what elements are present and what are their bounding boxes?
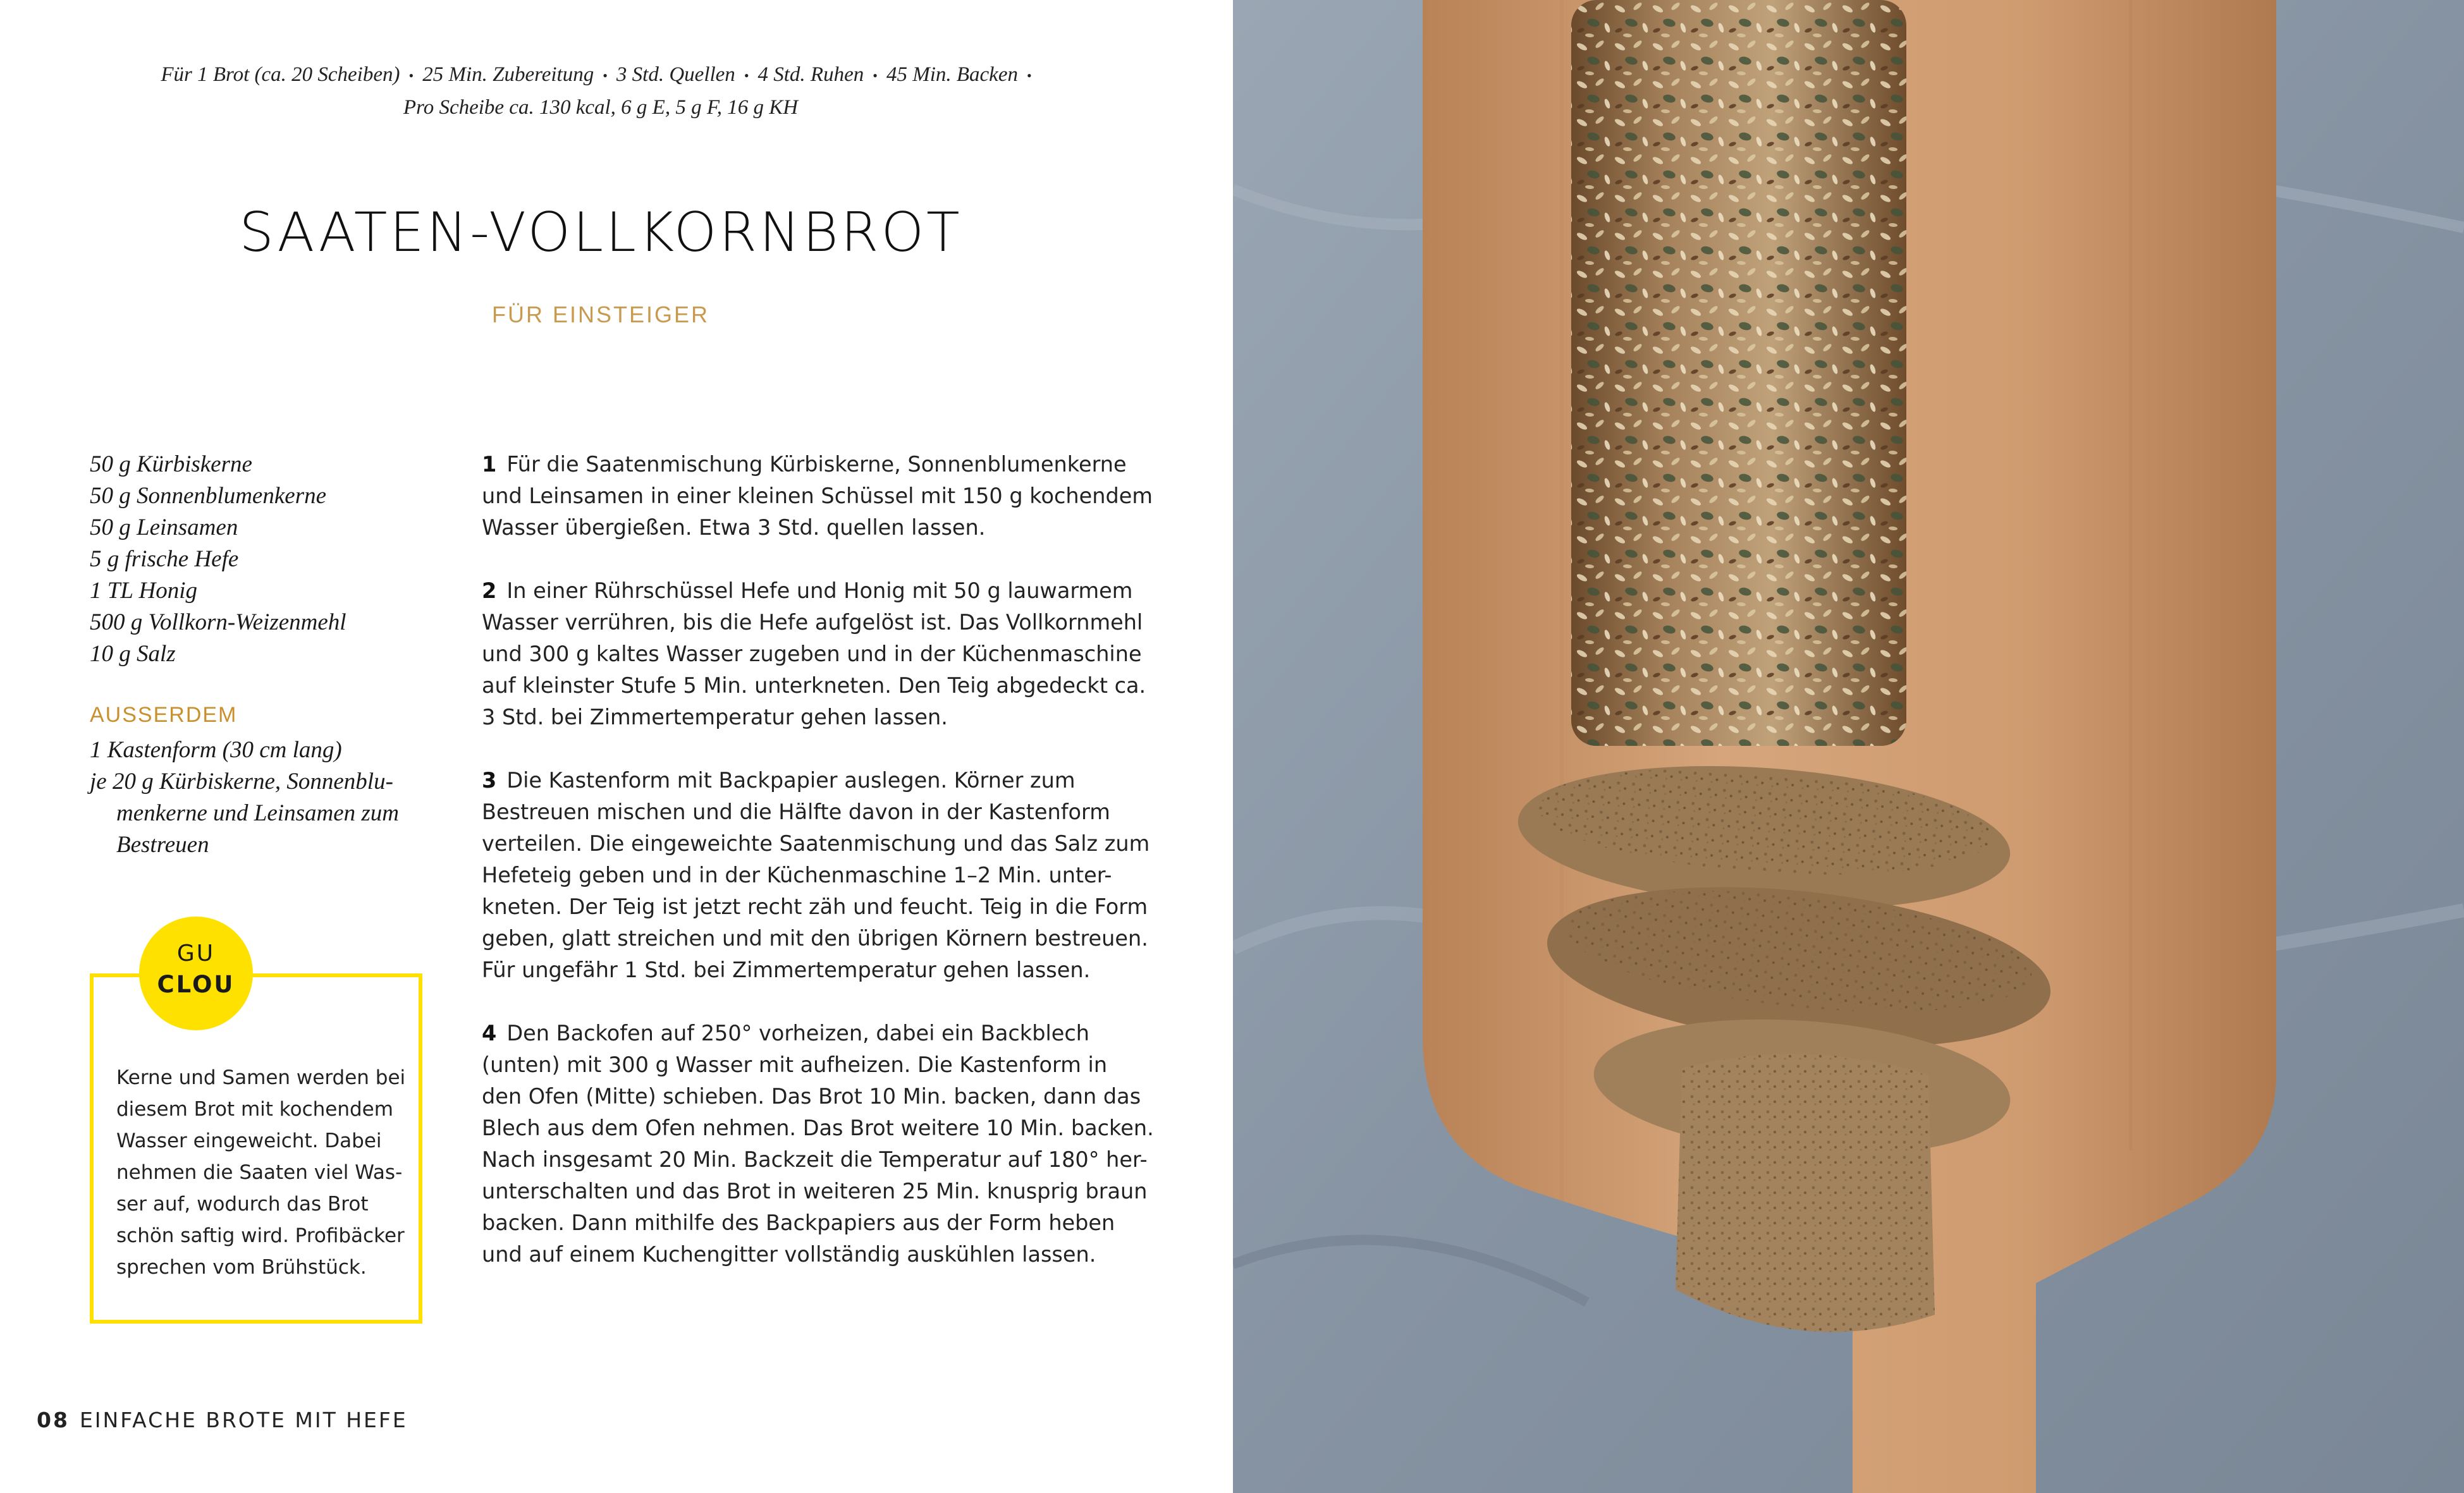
step-number: 4 bbox=[482, 1021, 497, 1045]
step-line: den Ofen (Mitte) schieben. Das Brot 10 Min. backen, dann das bbox=[482, 1084, 1141, 1109]
extra-item: 1 Kastenform (30 cm lang) bbox=[90, 737, 342, 763]
page-footer bbox=[37, 1408, 408, 1432]
tip-line: schön saftig wird. Profibäcker bbox=[116, 1224, 405, 1247]
step-line: Blech aus dem Ofen nehmen. Das Brot weitere 10 Min. backen. bbox=[482, 1116, 1154, 1140]
tip-line: nehmen die Saaten viel Was- bbox=[116, 1161, 403, 1184]
step-2 bbox=[482, 575, 1146, 733]
step-line: Die Kastenform mit Backpapier auslegen. Körner zum bbox=[506, 768, 1076, 793]
tip-line: Wasser eingeweicht. Dabei bbox=[116, 1130, 382, 1152]
step-line: auf kleinster Stufe 5 Min. unterkneten. Den Teig abgedeckt ca. bbox=[482, 673, 1146, 698]
ingredient-item: 500 g Vollkorn-Weizenmehl bbox=[90, 609, 346, 635]
step-line: In einer Rührschüssel Hefe und Honig mit 50 g lauwarmem bbox=[506, 578, 1133, 603]
step-number: 3 bbox=[482, 768, 497, 793]
tip-badge bbox=[139, 917, 253, 1030]
meta-soak-time: 3 Std. Quellen bbox=[616, 63, 735, 86]
recipe-title: SAATEN-VOLLKORNBROT bbox=[239, 201, 962, 264]
bullet-separator: • bbox=[873, 68, 878, 84]
ingredient-item: 1 TL Honig bbox=[90, 578, 197, 604]
step-line: unterschalten und das Brot in weiteren 25 Min. knusprig braun bbox=[482, 1179, 1148, 1204]
step-line: und 300 g kaltes Wasser zugeben und in der Küchenmaschine bbox=[482, 642, 1142, 666]
tip-text bbox=[116, 1062, 414, 1283]
step-line: und Leinsamen in einer kleinen Schüssel mit 150 g kochendem bbox=[482, 484, 1153, 508]
page-number: 08 bbox=[37, 1408, 70, 1432]
meta-yield: Für 1 Brot (ca. 20 Scheiben) bbox=[161, 63, 400, 86]
step-line: (unten) mit 300 g Wasser mit aufheizen. Die Kastenform in bbox=[482, 1052, 1108, 1077]
ingredient-list bbox=[90, 449, 444, 670]
bullet-separator: • bbox=[408, 68, 414, 84]
step-line: kneten. Der Teig ist jetzt recht zäh und feucht. Teig in die Form bbox=[482, 894, 1148, 919]
meta-bake-time: 45 Min. Backen bbox=[886, 63, 1018, 86]
tip-line: diesem Brot mit kochendem bbox=[116, 1098, 393, 1121]
extra-item: je 20 g Kürbiskerne, Sonnenblu- bbox=[90, 769, 393, 795]
recipe-meta-line-1 bbox=[76, 58, 1125, 92]
step-line: verteilen. Die eingeweichte Saatenmischung und das Salz zum bbox=[482, 831, 1150, 856]
step-line: Hefeteig geben und in der Küchenmaschine 1–2 Min. unter- bbox=[482, 863, 1112, 887]
ingredient-item: 10 g Salz bbox=[90, 641, 176, 667]
step-4 bbox=[482, 1018, 1154, 1271]
meta-rest-time: 4 Std. Ruhen bbox=[757, 63, 864, 86]
step-line: Wasser verrühren, bis die Hefe aufgelöst ist. Das Vollkornmehl bbox=[482, 610, 1143, 635]
tip-badge-line-1: GU bbox=[176, 941, 216, 966]
extra-item: menkerne und Leinsamen zum bbox=[116, 800, 399, 826]
step-line: Für ungefähr 1 Std. bei Zimmertemperatur gehen lassen. bbox=[482, 958, 1091, 982]
extra-heading: AUSSERDEM bbox=[90, 703, 238, 727]
bread-photo-illustration bbox=[1233, 0, 2464, 1493]
step-line: backen. Dann mithilfe des Backpapiers aus der Form heben bbox=[482, 1210, 1115, 1235]
step-line: Für die Saatenmischung Kürbiskerne, Sonnenblumenkerne bbox=[506, 452, 1127, 477]
ingredient-item: 5 g frische Hefe bbox=[90, 546, 239, 572]
instruction-steps bbox=[482, 449, 1154, 1302]
step-1 bbox=[482, 449, 1153, 544]
tip-line: ser auf, wodurch das Brot bbox=[116, 1193, 369, 1216]
tip-line: sprechen vom Brühstück. bbox=[116, 1256, 367, 1279]
tip-badge-line-2: CLOU bbox=[157, 971, 235, 998]
ingredient-item: 50 g Kürbiskerne bbox=[90, 451, 252, 477]
step-line: geben, glatt streichen und mit den übrigen Körnern bestreuen. bbox=[482, 926, 1148, 951]
extra-item: Bestreuen bbox=[116, 832, 209, 858]
extra-list bbox=[90, 734, 444, 861]
ingredient-item: 50 g Sonnenblumenkerne bbox=[90, 483, 327, 509]
step-3 bbox=[482, 765, 1150, 986]
step-line: Wasser übergießen. Etwa 3 Std. quellen lassen. bbox=[482, 515, 986, 540]
ingredient-item: 50 g Leinsamen bbox=[90, 515, 238, 540]
step-line: Bestreuen mischen und die Hälfte davon in der Kastenform bbox=[482, 800, 1110, 824]
recipe-subtitle: FÜR EINSTEIGER bbox=[491, 302, 710, 327]
step-number: 1 bbox=[482, 452, 497, 477]
step-line: Nach insgesamt 20 Min. Backzeit die Temperatur auf 180° her- bbox=[482, 1147, 1148, 1172]
bullet-separator: • bbox=[603, 68, 608, 84]
step-line: Den Backofen auf 250° vorheizen, dabei ein Backblech bbox=[506, 1021, 1090, 1045]
step-line: 3 Std. bei Zimmertemperatur gehen lassen. bbox=[482, 705, 948, 729]
bread-photo bbox=[1233, 0, 2464, 1493]
recipe-meta-line-2: Pro Scheibe ca. 130 kcal, 6 g E, 5 g F, 16 g KH bbox=[403, 96, 799, 119]
step-line: und auf einem Kuchengitter vollständig auskühlen lassen. bbox=[482, 1242, 1096, 1267]
step-number: 2 bbox=[482, 578, 497, 603]
meta-prep-time: 25 Min. Zubereitung bbox=[422, 63, 594, 86]
bullet-separator: • bbox=[1026, 68, 1032, 84]
bullet-separator: • bbox=[744, 68, 749, 84]
section-title: EINFACHE BROTE MIT HEFE bbox=[79, 1408, 408, 1432]
tip-line: Kerne und Samen werden bei bbox=[116, 1066, 406, 1089]
